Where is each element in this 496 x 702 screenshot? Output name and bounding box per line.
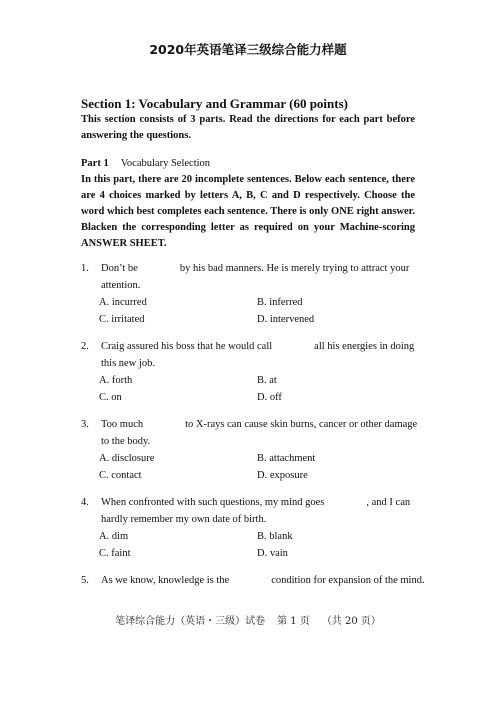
question-text: As we know, knowledge is the condition for expansion of the mind. xyxy=(101,575,425,586)
footer-page-number: 第 1 页 xyxy=(277,616,310,627)
option-a: A. incurred xyxy=(99,297,147,308)
question-number: 4. xyxy=(81,497,89,508)
question-1 xyxy=(81,260,415,328)
question-number: 1. xyxy=(81,263,89,274)
part-name: Vocabulary Selection xyxy=(120,158,211,169)
document-title: 2020年英语笔译三级综合能力样题 xyxy=(149,42,347,57)
question-4 xyxy=(81,494,415,562)
question-text: Don’t be by his bad manners. He is merely trying to attract your xyxy=(101,263,410,274)
option-d: D. exposure xyxy=(257,470,308,481)
option-c: C. contact xyxy=(99,470,142,481)
option-b: B. at xyxy=(257,375,277,386)
question-text-continued: this new job. xyxy=(101,358,155,369)
part-directions: In this part, there are 20 incomplete sentences. Below each sentence, there are 4 choices marked by letters A, B, C and D respectively. Choose the word which best completes each sentence. There is only ONE right answer. Blacken the corresponding letter as required on your Machine-scoring ANSWER SHEET. xyxy=(81,174,415,249)
section-intro: This section consists of 3 parts. Read the directions for each part before answering the questions. xyxy=(81,114,415,141)
option-d: D. off xyxy=(257,392,282,403)
footer-exam-name: 笔译综合能力（英语・三级）试卷 xyxy=(115,616,266,627)
question-text: Too much to X-rays can cause skin burns, cancer or other damage xyxy=(101,419,418,430)
option-c: C. irritated xyxy=(99,314,145,325)
section-heading: Section 1: Vocabulary and Grammar (60 points) xyxy=(81,96,348,111)
option-b: B. blank xyxy=(257,531,293,542)
option-b: B. inferred xyxy=(257,297,303,308)
part-heading xyxy=(81,158,222,169)
part-label: Part 1 xyxy=(81,158,109,169)
question-2 xyxy=(81,338,415,406)
option-a: A. disclosure xyxy=(99,453,155,464)
footer-page-total: （共 20 页） xyxy=(321,616,381,627)
question-5 xyxy=(81,572,425,589)
question-text: When confronted with such questions, my mind goes , and I can xyxy=(101,497,411,508)
question-number: 3. xyxy=(81,419,89,430)
page-footer xyxy=(0,612,496,627)
option-a: A. dim xyxy=(99,531,129,542)
question-text-continued: to the body. xyxy=(101,436,151,447)
question-3 xyxy=(81,416,418,484)
question-text: Craig assured his boss that he would call all his energies in doing xyxy=(101,341,415,352)
option-c: C. faint xyxy=(99,548,131,559)
option-c: C. on xyxy=(99,392,122,403)
option-d: D. vain xyxy=(257,548,288,559)
option-b: B. attachment xyxy=(257,453,316,464)
option-a: A. forth xyxy=(99,375,133,386)
question-text-continued: hardly remember my own date of birth. xyxy=(101,514,267,525)
option-d: D. intervened xyxy=(257,314,315,325)
question-text-continued: attention. xyxy=(101,280,141,291)
question-number: 2. xyxy=(81,341,89,352)
question-number: 5. xyxy=(81,575,89,586)
